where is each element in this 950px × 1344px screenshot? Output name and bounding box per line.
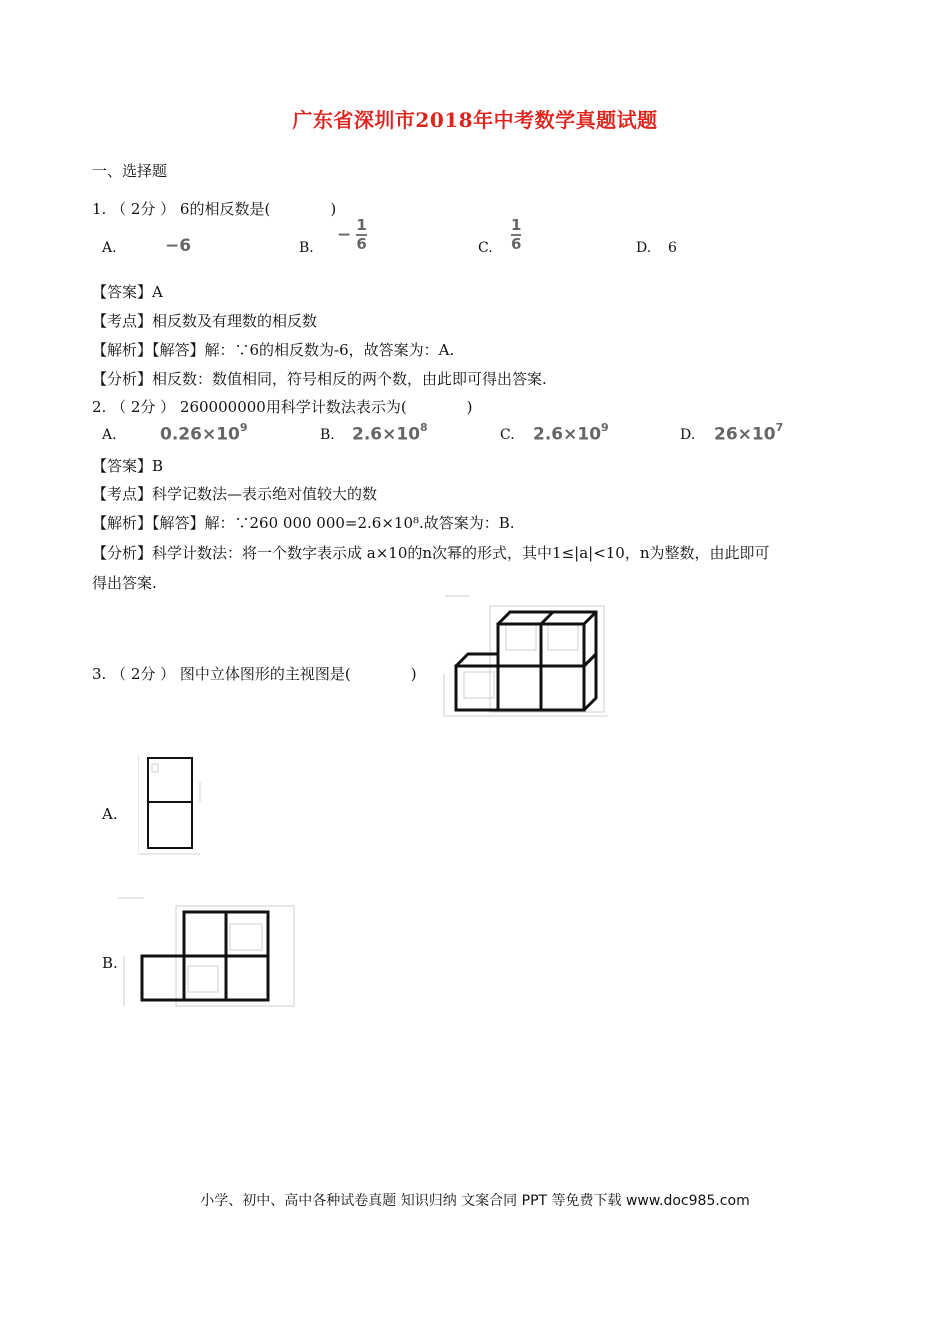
solid-figure-image bbox=[440, 594, 610, 720]
q2-option-c-label: C. bbox=[500, 427, 515, 443]
q1-point: 【考点】相反数及有理数的相反数 bbox=[92, 312, 318, 330]
section-heading: 一、选择题 bbox=[92, 162, 168, 180]
q2-fenxi-line2: 得出答案. bbox=[92, 574, 157, 592]
q3-option-a-image bbox=[138, 752, 204, 856]
q2-option-c-value bbox=[533, 423, 609, 445]
q2-analysis: 【解析】【解答】解：∵260 000 000=2.6×10⁸.故答案为：B. bbox=[92, 514, 515, 532]
q2-fenxi-line1: 【分析】科学计数法：将一个数字表示成 a×10的n次幂的形式，其中1≤|a|<10，n为整数，由此即可 bbox=[92, 544, 770, 562]
q1-option-a-label: A. bbox=[102, 240, 117, 256]
fraction bbox=[511, 218, 521, 252]
q3-stem: 3. （ 2分 ） 图中立体图形的主视图是( ) bbox=[92, 665, 417, 683]
fraction bbox=[356, 218, 366, 252]
exponent: 9 bbox=[601, 421, 609, 434]
q3-option-a-label: A. bbox=[102, 805, 118, 823]
q2-option-a-value bbox=[160, 423, 248, 445]
q1-option-b-label: B. bbox=[299, 240, 314, 256]
q1-option-d-label: D. bbox=[636, 240, 652, 256]
q2-stem: 2. （ 2分 ） 260000000用科学计数法表示为( ) bbox=[92, 398, 473, 416]
base: 26×10 bbox=[714, 424, 776, 445]
q3-option-b-label: B. bbox=[102, 954, 118, 972]
q2-answer: 【答案】B bbox=[92, 457, 164, 475]
q1-option-a-value: −6 bbox=[165, 236, 192, 256]
q1-fenxi: 【分析】相反数：数值相同，符号相反的两个数，由此即可得出答案. bbox=[92, 370, 547, 388]
denominator: 6 bbox=[356, 235, 367, 253]
q1-answer: 【答案】A bbox=[92, 283, 163, 301]
page-footer: 小学、初中、高中各种试卷真题 知识归纳 文案合同 PPT 等免费下载 www.doc985.com bbox=[200, 1193, 750, 1209]
base: 2.6×10 bbox=[533, 424, 602, 445]
q3-option-b-image bbox=[118, 896, 300, 1010]
q1-option-b-value bbox=[337, 218, 367, 252]
q1-stem: 1. （ 2分 ） 6的相反数是( ) bbox=[92, 200, 337, 218]
q2-option-d-label: D. bbox=[680, 427, 696, 443]
q1-option-d-value: 6 bbox=[668, 240, 677, 256]
page-title: 广东省深圳市2018年中考数学真题试题 bbox=[292, 108, 658, 132]
base: 0.26×10 bbox=[160, 424, 240, 445]
q2-option-b-value bbox=[352, 423, 428, 445]
q2-option-d-value bbox=[714, 423, 783, 445]
q1-option-c-label: C. bbox=[478, 240, 493, 256]
q1-analysis: 【解析】【解答】解：∵6的相反数为-6，故答案为：A. bbox=[92, 341, 455, 359]
exponent: 9 bbox=[239, 421, 248, 434]
minus-sign: − bbox=[337, 225, 352, 245]
q2-point: 【考点】科学记数法—表示绝对值较大的数 bbox=[92, 485, 378, 503]
q1-option-c-value bbox=[511, 218, 521, 252]
base: 2.6×10 bbox=[352, 424, 421, 445]
numerator: 1 bbox=[356, 216, 367, 234]
numerator: 1 bbox=[511, 216, 522, 234]
exponent: 8 bbox=[420, 421, 428, 434]
denominator: 6 bbox=[511, 235, 522, 253]
q2-option-a-label: A. bbox=[102, 427, 117, 443]
exponent: 7 bbox=[775, 421, 784, 434]
q2-option-b-label: B. bbox=[320, 427, 335, 443]
